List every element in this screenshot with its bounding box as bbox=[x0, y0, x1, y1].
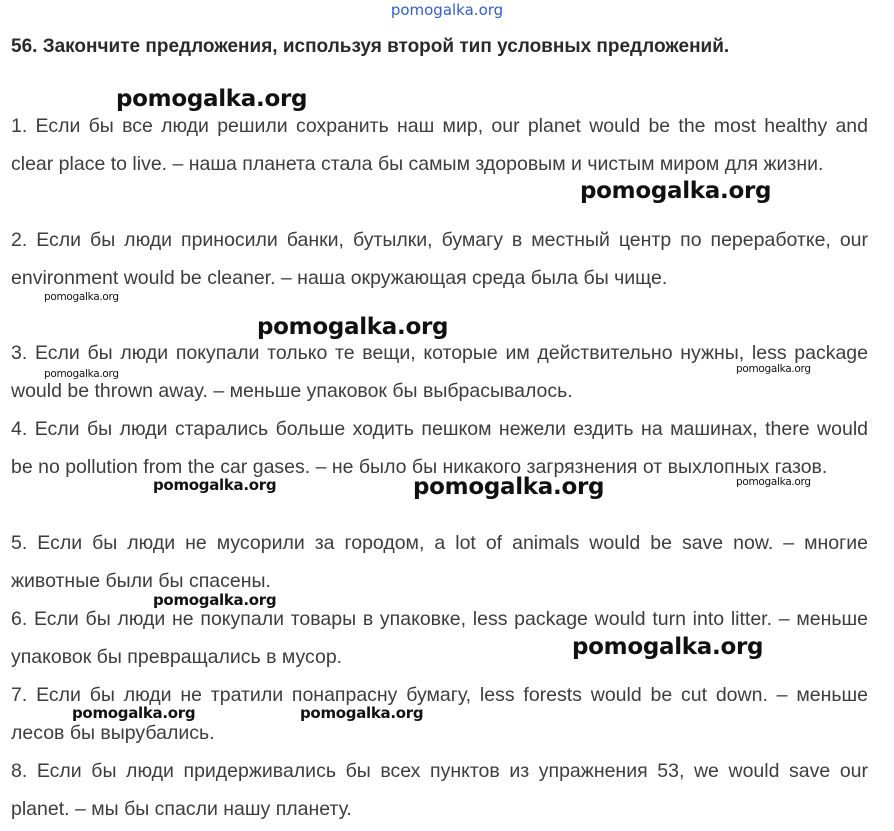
item-number: 3. bbox=[11, 342, 28, 364]
item-number: 8. bbox=[11, 760, 28, 782]
watermark: pomogalka.org bbox=[413, 474, 605, 500]
item-text: Если бы люди покупали только те вещи, которые им действительно нужны, less package would be thrown away. – меньше упаковок бы выбрасывалось. bbox=[11, 342, 868, 402]
watermark: pomogalka.org bbox=[257, 314, 449, 340]
answer-item-2 bbox=[11, 221, 868, 297]
answer-item-5 bbox=[11, 524, 868, 600]
watermark: pomogalka.org bbox=[44, 291, 119, 303]
item-text: Если бы люди не мусорили за городом, a lot of animals would be save now. – многие животные были бы спасены. bbox=[11, 532, 868, 592]
exercise-title: 56. Закончите предложения, используя второй тип условных предложений. bbox=[11, 36, 730, 57]
answer-item-1 bbox=[11, 107, 868, 183]
item-number: 4. bbox=[11, 418, 28, 440]
item-number: 1. bbox=[11, 115, 28, 137]
item-number: 7. bbox=[11, 684, 28, 706]
watermark: pomogalka.org bbox=[736, 363, 811, 375]
watermark: pomogalka.org bbox=[580, 178, 772, 204]
item-text: Если бы люди старались больше ходить пешком нежели ездить на машинах, there would be no pollution from the car gases. – не было бы никакого загрязнения от выхлопных газов. bbox=[11, 418, 868, 478]
watermark: pomogalka.org bbox=[44, 368, 119, 380]
watermark: pomogalka.org bbox=[300, 704, 424, 722]
watermark: pomogalka.org bbox=[116, 86, 308, 112]
watermark: pomogalka.org bbox=[572, 634, 764, 660]
item-number: 5. bbox=[11, 532, 28, 554]
watermark: pomogalka.org bbox=[736, 476, 811, 488]
item-text: Если бы люди не тратили понапрасну бумагу, less forests would be cut down. – меньше лесов бы вырубались. bbox=[11, 684, 869, 744]
item-text: Если бы все люди решили сохранить наш мир, our planet would be the most healthy and clear place to live. – наша планета стала бы самым здоровым и чистым миром для жизни. bbox=[11, 115, 868, 175]
answer-item-8 bbox=[11, 752, 868, 828]
item-text: Если бы люди приносили банки, бутылки, бумагу в местный центр по переработке, our environment would be cleaner. – наша окружающая среда была бы чище. bbox=[11, 229, 869, 289]
item-number: 6. bbox=[11, 608, 28, 630]
item-number: 2. bbox=[11, 229, 28, 251]
item-text: Если бы люди не покупали товары в упаковке, less package would turn into litter. – меньше упаковок бы превращались в мусор. bbox=[11, 608, 868, 668]
top-watermark: pomogalka.org bbox=[390, 1, 504, 19]
watermark: pomogalka.org bbox=[72, 704, 196, 722]
watermark: pomogalka.org bbox=[153, 476, 277, 494]
watermark: pomogalka.org bbox=[153, 591, 277, 609]
item-text: Если бы люди придерживались бы всех пунктов из упражнения 53, we would save our planet. – мы бы спасли нашу планету. bbox=[11, 760, 869, 820]
